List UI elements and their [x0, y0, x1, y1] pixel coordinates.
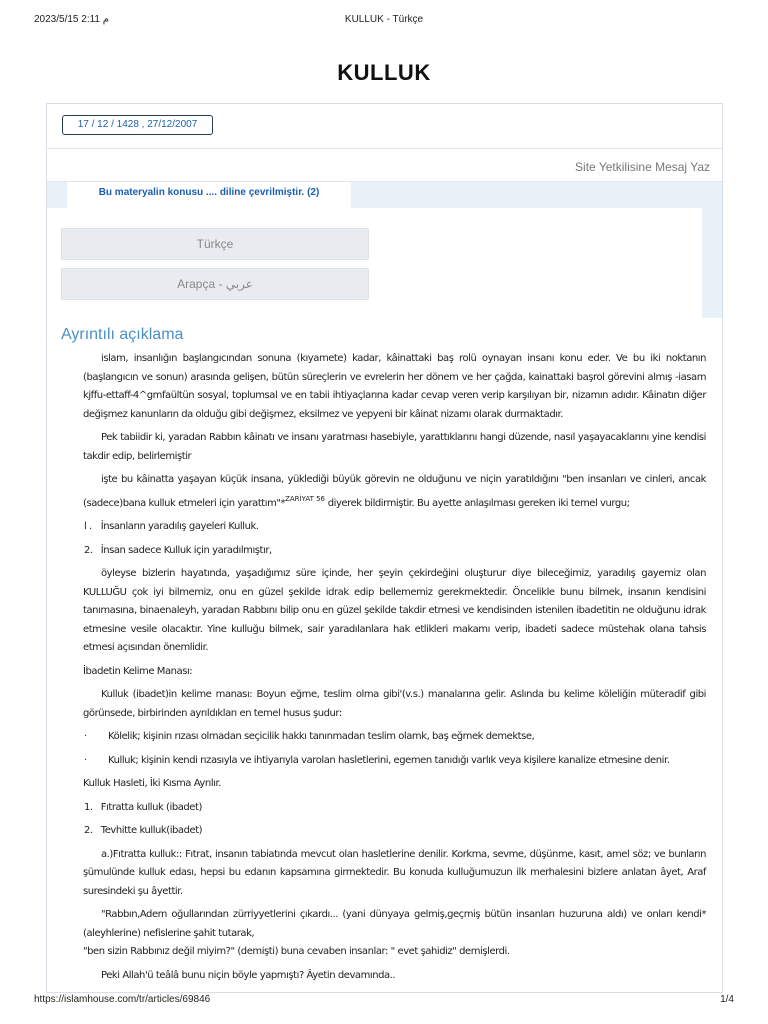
language-panel [47, 182, 722, 318]
list-item [83, 799, 706, 818]
list-number: 2. [84, 544, 93, 556]
paragraph: Kulluk (ibadet)in kelime manası: Boyun eğme, teslim olma gibi'(v.s.) manalarına gelir. Aslında bu kelime köleliğin müteradif gibi görünsede, birbirinden ayrıldıkları en temel husus şudur: [83, 689, 706, 719]
language-button-turkish[interactable]: Türkçe [61, 228, 369, 260]
article-content [47, 344, 722, 985]
list-item [83, 822, 706, 841]
paragraph-text: işte bu kâinatta yaşayan küçük insana, yüklediği büyük görevin ne olduğunu ve niçin yaratıldığını "ben insanları ve cinleri, ancak (sadece)bana kulluk etmeleri için yarattım"* [83, 474, 706, 509]
paragraph: Peki Allah'ü teâlâ bunu niçin böyle yapmıştı? Âyetin devamında.. [101, 969, 396, 981]
list-item [83, 542, 706, 561]
paragraph-text: "Rabbın,Adem oğullarından zürriyyetlerini çıkardı... (yani dünyaya gelmiş,geçmiş bütün insanları huzuruna aldı) ve onları kendi* (aleyhlerine) nefislerine şahit tutarak, [83, 909, 706, 939]
print-header [34, 14, 734, 28]
language-button-arabic[interactable]: Arapça - عربي [61, 268, 369, 300]
date-badge: 17 / 12 / 1428 , 27/12/2007 [62, 115, 213, 135]
message-admin-link[interactable]: Site Yetkilisine Mesaj Yaz [575, 160, 710, 174]
section-title: Ayrıntılı açıklama [61, 326, 184, 343]
bullet-item [83, 728, 706, 747]
language-tabbar-right [351, 182, 722, 208]
language-tabbar-left [47, 182, 67, 208]
meta-row [47, 104, 722, 149]
print-datetime: 2023/5/15 2:11 م [34, 14, 109, 25]
paragraph: a.)Fıtratta kulluk:: Fıtrat, insanın tabiatında mevcut olan hasletlerine denilir. Korkma, sevme, düşünme, kasıt, amel söz; ve bunların şümulünde kulluk edası, hepsi bu edanın kapsamına girmektedir. Bu konuda kulluğumuzun ilk merhalesini bizlere anlatan âyet, Araf suresindeki şu âyettir. [83, 848, 706, 897]
page-url: https://islamhouse.com/tr/articles/69846 [34, 994, 211, 1005]
page-title: KULLUK [337, 60, 431, 85]
paragraph-text: diyerek bildirmiştir. Bu ayette anlaşılması gereken iki temel vurgu; [325, 497, 630, 509]
paragraph [83, 906, 706, 962]
list-item-text: Tevhitte kulluk(ibadet) [100, 825, 203, 836]
list-number: l . [84, 521, 92, 532]
list-item-text: Fıtratta kulluk (ibadet) [100, 801, 202, 813]
list-number: 1. [84, 801, 93, 813]
list-number: 2. [84, 825, 93, 836]
message-row [47, 149, 722, 182]
paragraph-text: "ben sizin Rabbınız değil miyim?" (demişti) buna cevaben insanlar: " evet şahidiz" demişlerdi. [83, 946, 510, 957]
page-number: 1/4 [720, 994, 734, 1005]
article-card [46, 103, 723, 993]
paragraph: İbadetin Kelime Manası: [83, 665, 193, 677]
tab-languages[interactable]: Bu materyalin konusu .... diline çevrilmiştir. (2) [98, 187, 320, 198]
bullet-item [83, 752, 706, 771]
verse-reference: ZARİYAT 56 [285, 494, 325, 503]
list-item [83, 518, 706, 537]
paragraph: Kulluk Hasleti, İki Kısma Ayrılır. [83, 778, 221, 789]
print-footer [34, 994, 734, 1008]
paragraph: öyleyse bizlerin hayatında, yaşadığımız süre içinde, her şeyin çekirdeğini oluşturur diye bileceğimiz, yaradılış gayemiz olan KULLUĞU çok iyi bilmemiz, onu en güzel şekilde idrak edip bellememiz gerekmektedir. Öncelikle bunu bilmek, insanın kendisini tanımasına, binaenaleyh, yaradan Rabbını bilip onu en güzel şekilde takdir etmesi ve kendisinden istenilen ibadetitin ne olduğunu idrak etmesine vesile olacaktır. Yine kulluğu bilmek, sair yaradılanlara hak etlikleri makamı verip, ibadeti sadece müstehak olana tahsis etmesi açısından önemlidir. [83, 568, 706, 653]
bullet-text: Kölelik; kişinin rızası olmadan seçicilik hakkı tanınmadan teslim olamk, baş eğmek demektse, [108, 731, 535, 742]
bullet-icon: · [84, 754, 87, 766]
paragraph: islam, insanlığın başlangıcından sonuna (kıyamete) kadar, kâinattaki baş rolü oynayan insanı konu eder. Ve bu iki noktanın (başlangıcın ve sonun) arasında gelişen, bütün süreçlerin ve evrelerin her dönem ve her çağda, kainattaki başrol görevini almış -iasam kjffu-ettaff-4^gmfaültün sosyal, toplumsal ve en tabii ihtiyaçlarına kadar cevap veren verip karşılıyan bir, nizamın adıdır. Kâinatın diğer değişmez kanunların da olduğu gibi değişmez, eksilmez ve yepyeni bir kâinat nizamı olarak durmaktadır. [83, 353, 706, 420]
list-item-text: İnsanların yaradılış gayeleri Kulluk. [100, 521, 259, 532]
paragraph: Pek tabiidir ki, yaradan Rabbın kâinatı ve insanı yaratması hasebiyle, yarattıklarını hangi düzende, nasıl yaşayacaklarını yine kendisi takdir edip, belirlemiştir [83, 432, 706, 462]
list-item-text: İnsan sadece Kulluk için yaradılmıştır, [100, 544, 272, 556]
bullet-icon: · [84, 731, 87, 742]
print-page-title: KULLUK - Türkçe [344, 14, 424, 25]
bullet-text: Kulluk; kişinin kendi rızasıyla ve ihtiyarıyla varolan hasletlerini, egemen tanıdığı varlık veya kişilere kanalize etmesine denir. [108, 754, 670, 766]
paragraph [83, 471, 706, 513]
